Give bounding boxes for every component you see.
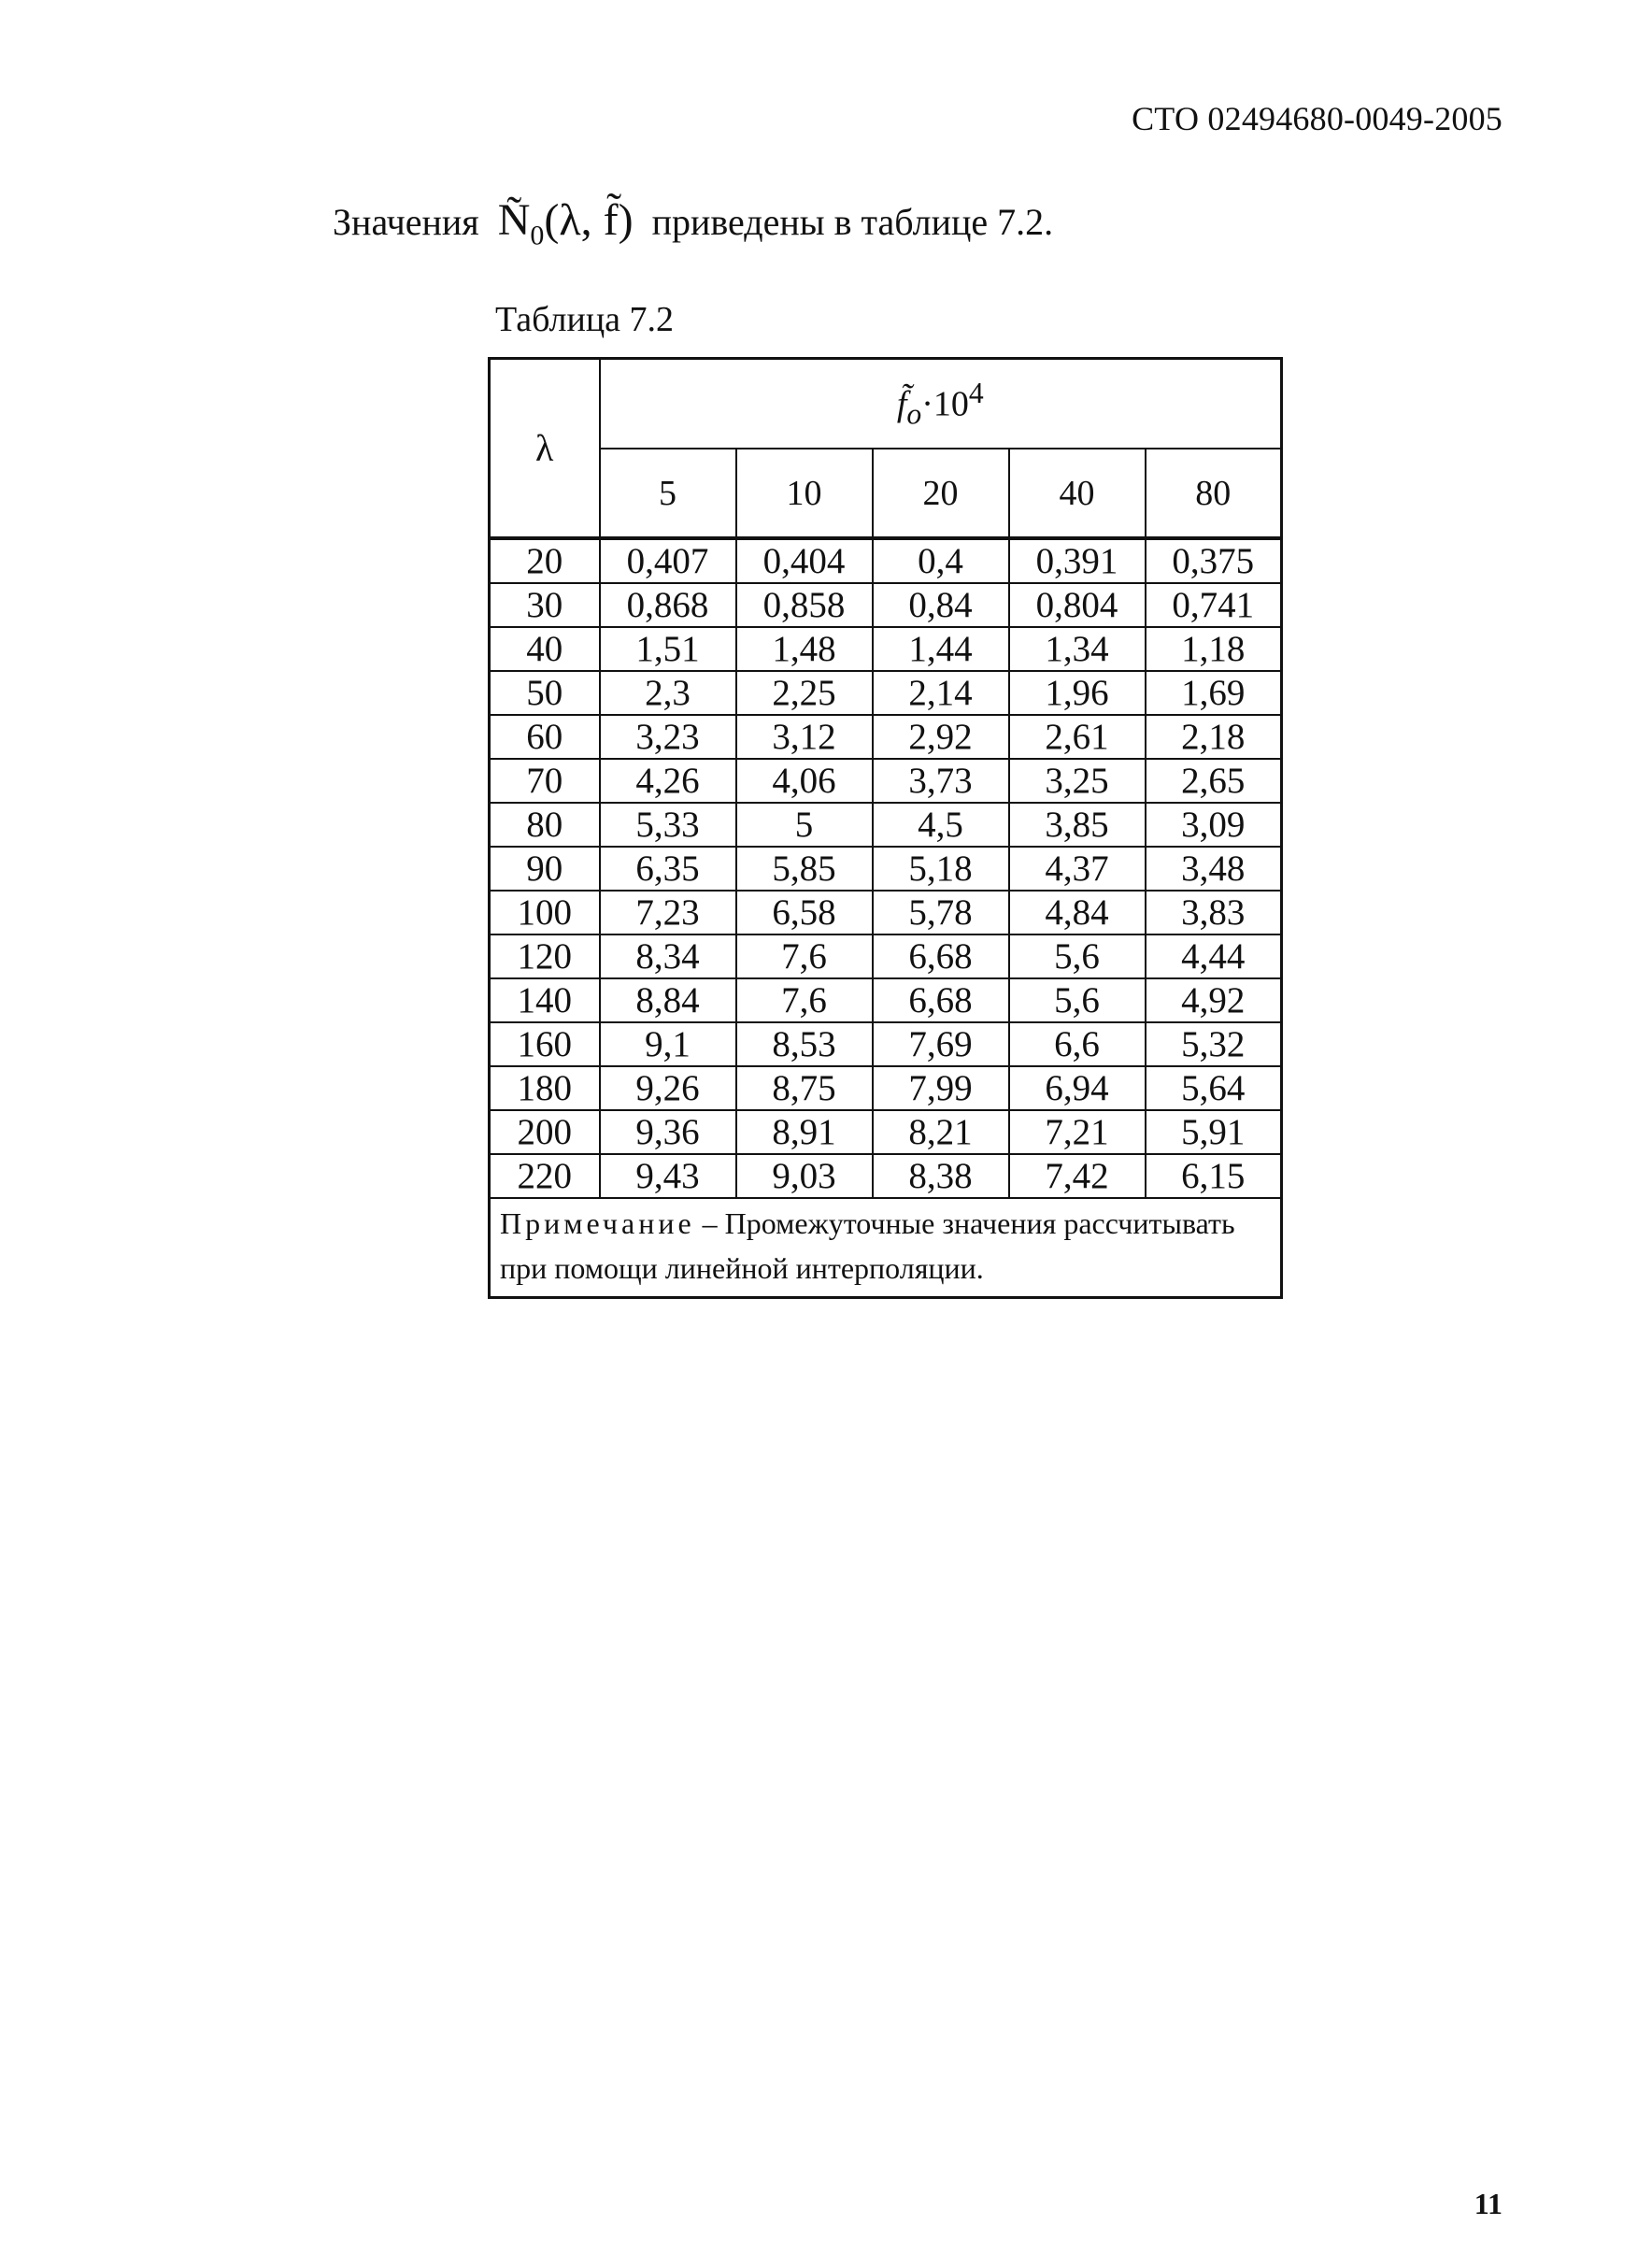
value-cell: 0,375 (1146, 538, 1282, 583)
lambda-header: λ (490, 359, 600, 539)
value-cell: 3,48 (1146, 847, 1282, 891)
value-cell: 7,6 (736, 934, 873, 978)
table-body (490, 538, 1282, 1198)
value-cell: 8,38 (873, 1154, 1009, 1198)
value-cell: 0,804 (1009, 583, 1146, 627)
table-row (490, 538, 1282, 583)
table-row (490, 715, 1282, 759)
value-cell: 2,14 (873, 671, 1009, 715)
table-row (490, 847, 1282, 891)
intro-suffix: приведены в таблице 7.2. (651, 201, 1054, 243)
formula-args: (λ, f̃) (544, 195, 634, 245)
lambda-cell: 90 (490, 847, 600, 891)
value-cell: 9,26 (600, 1066, 736, 1110)
table-row (490, 583, 1282, 627)
lambda-cell: 120 (490, 934, 600, 978)
value-cell: 3,09 (1146, 803, 1282, 847)
lambda-cell: 180 (490, 1066, 600, 1110)
intro-prefix: Значения (333, 201, 479, 243)
f-exponent: 4 (968, 376, 984, 409)
value-cell: 7,21 (1009, 1110, 1146, 1154)
value-cell: 4,92 (1146, 978, 1282, 1022)
column-header: 80 (1146, 449, 1282, 538)
value-cell: 0,404 (736, 538, 873, 583)
value-cell: 8,91 (736, 1110, 873, 1154)
value-cell: 5,33 (600, 803, 736, 847)
f-group-header (600, 359, 1282, 449)
table-row (490, 891, 1282, 934)
value-cell: 2,65 (1146, 759, 1282, 803)
value-cell: 5,6 (1009, 934, 1146, 978)
value-cell: 6,6 (1009, 1022, 1146, 1066)
table-row (490, 1110, 1282, 1154)
page-number: 11 (1474, 2187, 1502, 2220)
column-header: 10 (736, 449, 873, 538)
value-cell: 2,61 (1009, 715, 1146, 759)
table-row (490, 1022, 1282, 1066)
value-cell: 4,5 (873, 803, 1009, 847)
value-cell: 5,64 (1146, 1066, 1282, 1110)
value-cell: 5 (736, 803, 873, 847)
table-row (490, 759, 1282, 803)
value-cell: 1,18 (1146, 627, 1282, 671)
table-row (490, 934, 1282, 978)
table-row (490, 627, 1282, 671)
value-cell: 6,68 (873, 934, 1009, 978)
value-cell: 1,69 (1146, 671, 1282, 715)
value-cell: 7,6 (736, 978, 873, 1022)
table-row (490, 1066, 1282, 1110)
value-cell: 9,03 (736, 1154, 873, 1198)
value-cell: 7,99 (873, 1066, 1009, 1110)
value-cell: 8,34 (600, 934, 736, 978)
value-cell: 5,91 (1146, 1110, 1282, 1154)
lambda-cell: 30 (490, 583, 600, 627)
f-subscript: o (906, 397, 922, 431)
value-cell: 0,741 (1146, 583, 1282, 627)
value-cell: 8,75 (736, 1066, 873, 1110)
lambda-cell: 80 (490, 803, 600, 847)
value-cell: 3,73 (873, 759, 1009, 803)
lambda-cell: 20 (490, 538, 600, 583)
value-cell: 5,78 (873, 891, 1009, 934)
document-code: СТО 02494680-0049-2005 (1132, 100, 1502, 137)
column-header: 5 (600, 449, 736, 538)
note-label: Примечание (500, 1206, 695, 1240)
lambda-cell: 220 (490, 1154, 600, 1198)
f-symbol: f̃ (896, 384, 907, 424)
table-row (490, 1154, 1282, 1198)
note-text: – Промежуточные значения рассчитывать при помощи линейной интерполяции. (500, 1206, 1235, 1285)
value-cell: 4,26 (600, 759, 736, 803)
value-cell: 0,4 (873, 538, 1009, 583)
table-row (490, 671, 1282, 715)
table-note (490, 1198, 1282, 1298)
value-cell: 3,85 (1009, 803, 1146, 847)
value-cell: 2,3 (600, 671, 736, 715)
value-cell: 7,23 (600, 891, 736, 934)
value-cell: 6,68 (873, 978, 1009, 1022)
value-cell: 6,15 (1146, 1154, 1282, 1198)
value-cell: 3,12 (736, 715, 873, 759)
value-cell: 7,69 (873, 1022, 1009, 1066)
value-cell: 1,96 (1009, 671, 1146, 715)
intro-formula (497, 195, 634, 251)
value-cell: 5,6 (1009, 978, 1146, 1022)
value-cell: 0,858 (736, 583, 873, 627)
value-cell: 8,84 (600, 978, 736, 1022)
value-cell: 5,85 (736, 847, 873, 891)
value-cell: 4,06 (736, 759, 873, 803)
formula-symbol: Ñ (497, 195, 531, 245)
lambda-cell: 200 (490, 1110, 600, 1154)
value-cell: 5,18 (873, 847, 1009, 891)
value-cell: 1,48 (736, 627, 873, 671)
f-multiplier: ·10 (921, 384, 969, 424)
value-cell: 3,83 (1146, 891, 1282, 934)
column-header: 20 (873, 449, 1009, 538)
value-cell: 1,34 (1009, 627, 1146, 671)
value-cell: 2,18 (1146, 715, 1282, 759)
value-cell: 8,53 (736, 1022, 873, 1066)
value-cell: 0,868 (600, 583, 736, 627)
value-cell: 6,35 (600, 847, 736, 891)
value-cell: 1,44 (873, 627, 1009, 671)
value-cell: 7,42 (1009, 1154, 1146, 1198)
data-table (488, 357, 1283, 1299)
lambda-cell: 100 (490, 891, 600, 934)
value-cell: 2,92 (873, 715, 1009, 759)
lambda-cell: 50 (490, 671, 600, 715)
value-cell: 9,43 (600, 1154, 736, 1198)
value-cell: 4,84 (1009, 891, 1146, 934)
value-cell: 4,44 (1146, 934, 1282, 978)
formula-subscript: 0 (530, 220, 545, 251)
value-cell: 8,21 (873, 1110, 1009, 1154)
value-cell: 9,1 (600, 1022, 736, 1066)
table-row (490, 803, 1282, 847)
lambda-cell: 70 (490, 759, 600, 803)
value-cell: 1,51 (600, 627, 736, 671)
table-caption: Таблица 7.2 (495, 300, 675, 339)
value-cell: 3,23 (600, 715, 736, 759)
value-cell: 0,84 (873, 583, 1009, 627)
value-cell: 0,391 (1009, 538, 1146, 583)
value-cell: 2,25 (736, 671, 873, 715)
value-cell: 9,36 (600, 1110, 736, 1154)
value-cell: 5,32 (1146, 1022, 1282, 1066)
value-cell: 4,37 (1009, 847, 1146, 891)
value-cell: 3,25 (1009, 759, 1146, 803)
lambda-cell: 40 (490, 627, 600, 671)
lambda-cell: 140 (490, 978, 600, 1022)
lambda-cell: 160 (490, 1022, 600, 1066)
table-row (490, 978, 1282, 1022)
value-cell: 6,58 (736, 891, 873, 934)
value-cell: 0,407 (600, 538, 736, 583)
value-cell: 6,94 (1009, 1066, 1146, 1110)
lambda-cell: 60 (490, 715, 600, 759)
intro-paragraph (333, 194, 1053, 252)
column-header: 40 (1009, 449, 1146, 538)
